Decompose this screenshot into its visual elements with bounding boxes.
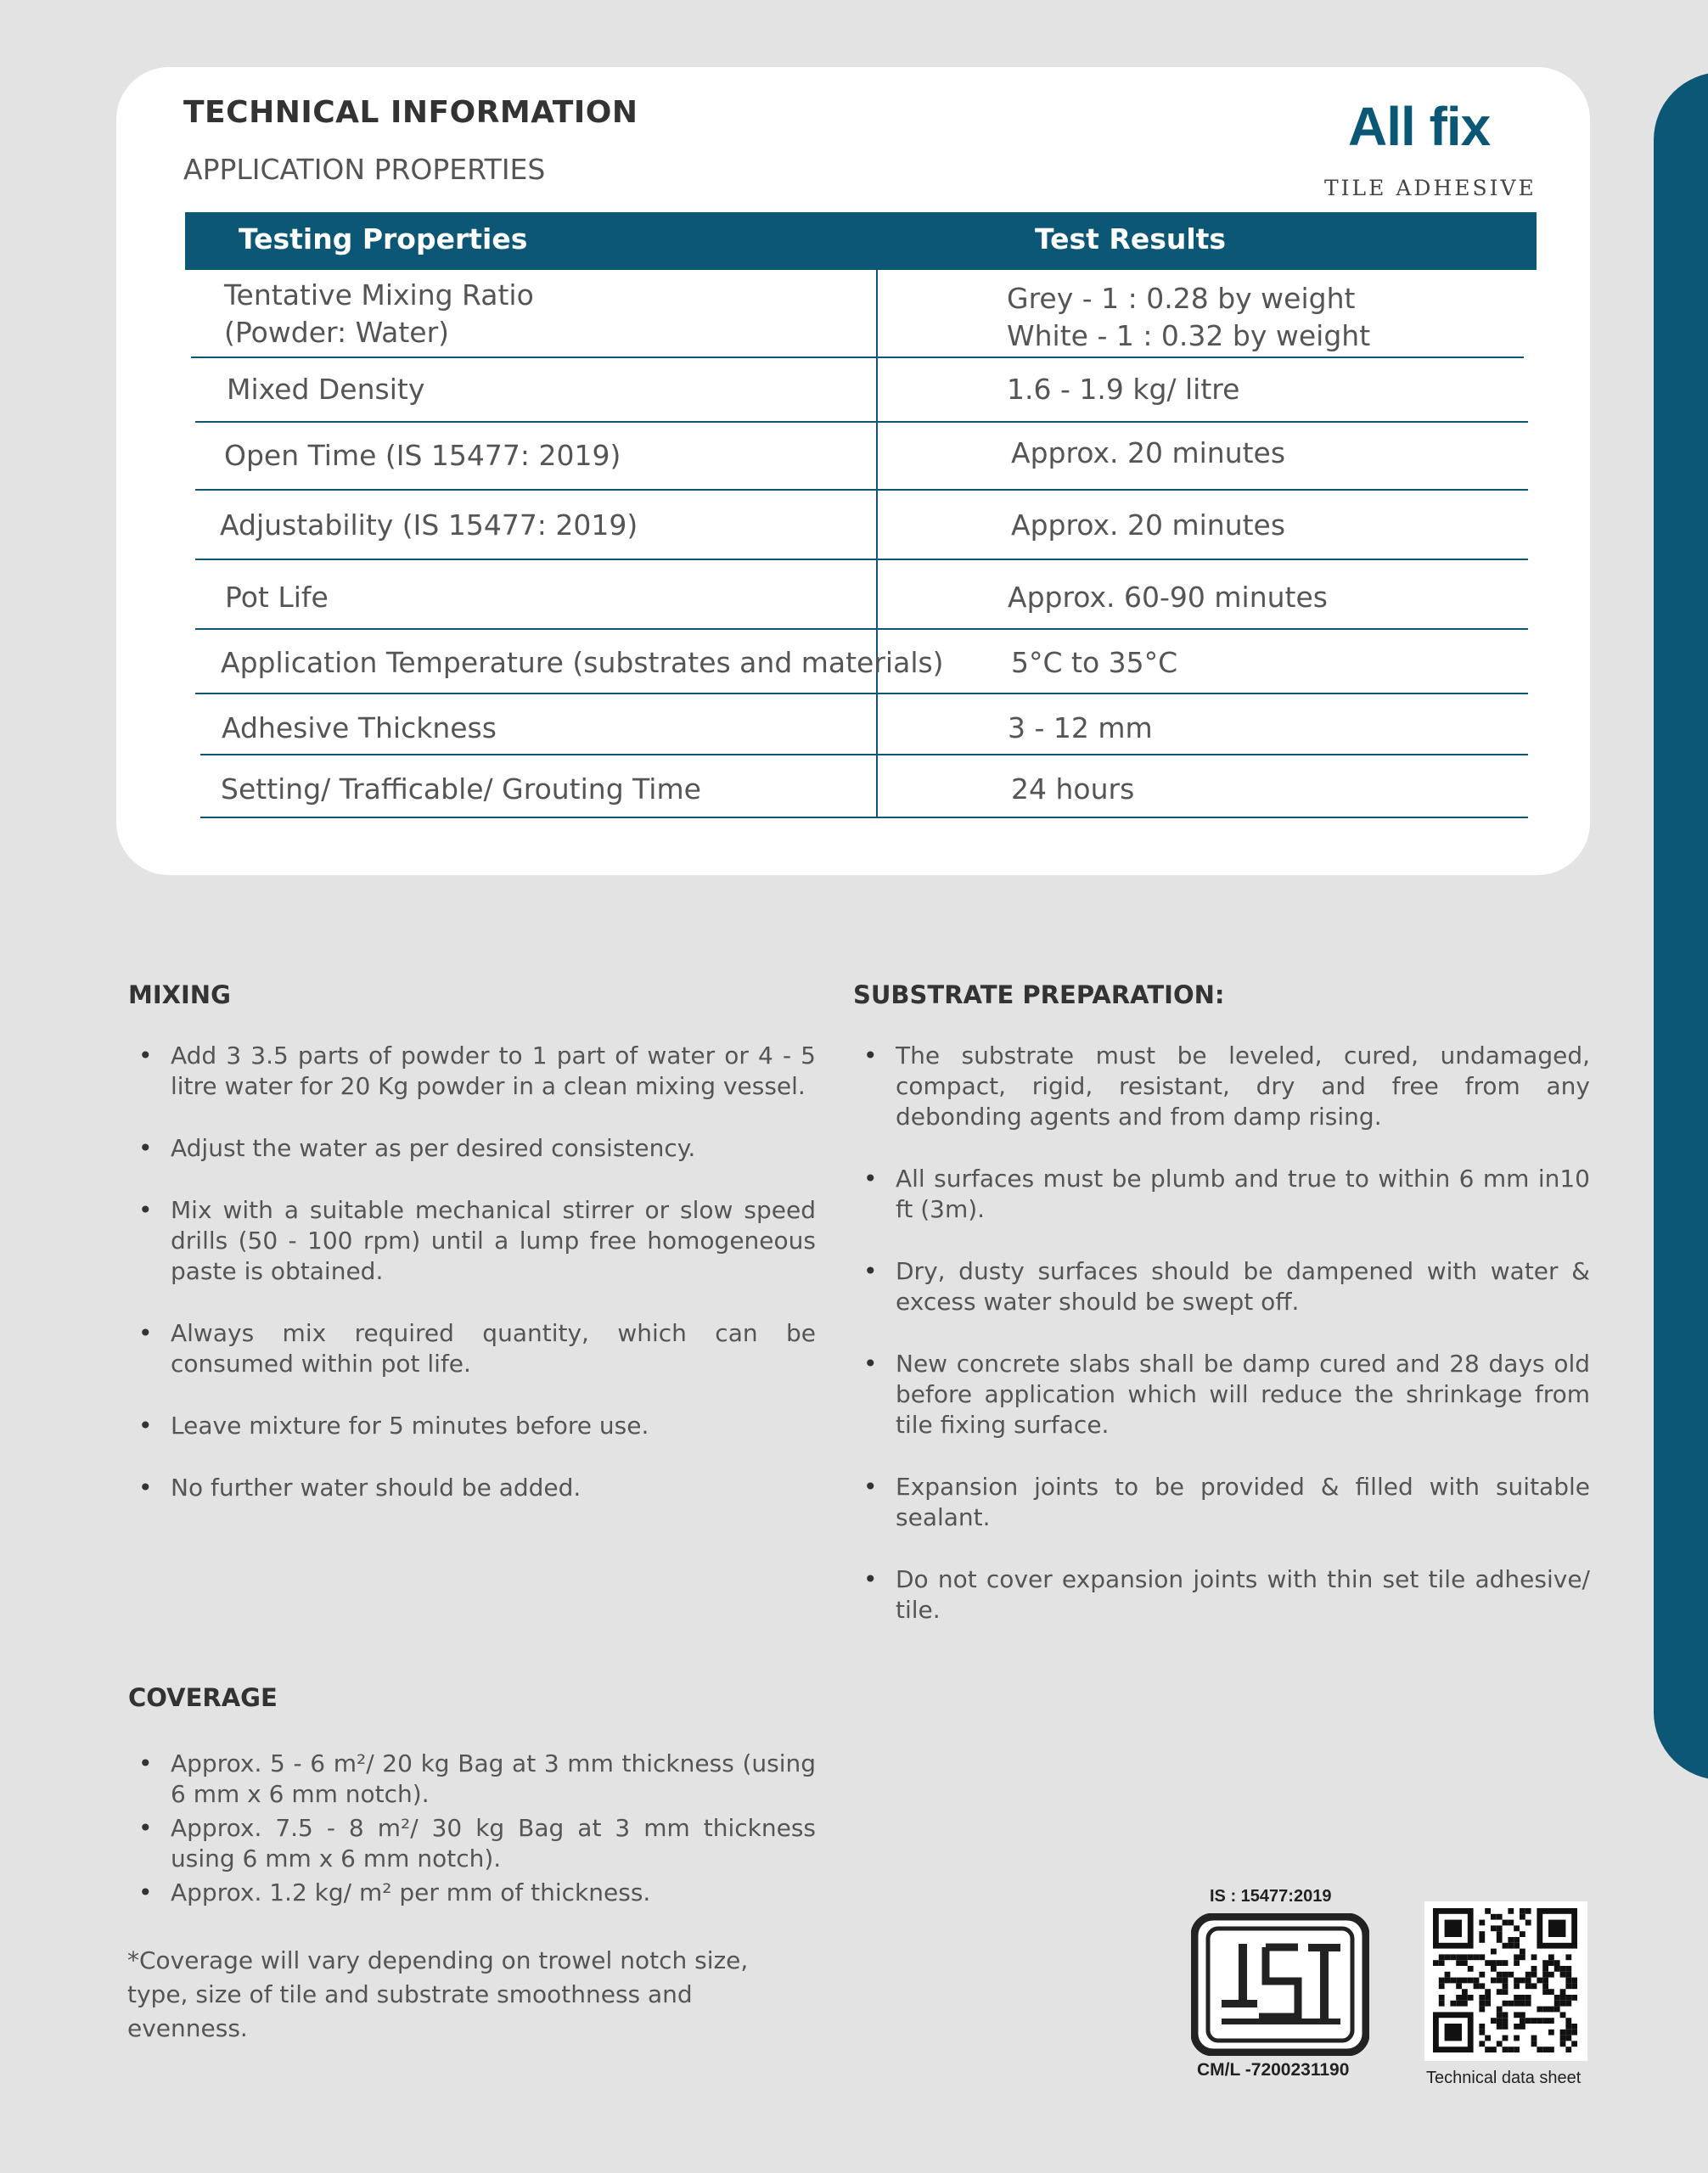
table-row-divider (195, 559, 1528, 560)
table-cell-result: Approx. 20 minutes (1011, 508, 1286, 542)
substrate-list (853, 1041, 1590, 1626)
brand-logo: All fix (1348, 96, 1491, 157)
table-cell-result: 1.6 - 1.9 kg/ litre (1007, 373, 1240, 406)
list-item: • Adjust the water as per desired consistency. (128, 1133, 816, 1164)
table-cell-property (224, 277, 534, 351)
table-cell-result: Approx. 20 minutes (1011, 436, 1286, 469)
table-cell-property: Application Temperature (substrates and materials) (221, 646, 944, 679)
coverage-note: *Coverage will vary depending on trowel notch size, type, size of tile and substrate smoothness and evenness. (127, 1946, 749, 2042)
list-item: • Always mix required quantity, which can be consumed within pot life. (128, 1318, 816, 1379)
list-item: • Do not cover expansion joints with thin set tile adhesive/ tile. (853, 1564, 1590, 1626)
list-item: • Dry, dusty surfaces should be dampened with water & excess water should be swept off. (853, 1256, 1590, 1317)
brand-tagline: TILE ADHESIVE (1324, 176, 1537, 200)
table-cell-result: 3 - 12 mm (1008, 711, 1153, 744)
table-cell-result: 24 hours (1011, 772, 1135, 806)
table-cell-property: Adjustability (IS 15477: 2019) (220, 508, 638, 542)
qr-code-graphic (1424, 1901, 1587, 2061)
list-item: • The substrate must be leveled, cured, undamaged, compact, rigid, resistant, dry and free from any debonding agents and from damp rising. (853, 1041, 1590, 1132)
mixing-heading: MIXING (128, 980, 231, 1009)
list-item: • Approx. 1.2 kg/ m² per mm of thickness. (128, 1878, 816, 1908)
substrate-heading: SUBSTRATE PREPARATION: (853, 980, 1225, 1009)
table-row-divider (200, 817, 1528, 818)
side-accent-band (1654, 72, 1708, 1780)
page-title: TECHNICAL INFORMATION (183, 95, 638, 130)
list-item: • Approx. 7.5 - 8 m²/ 30 kg Bag at 3 mm thickness using 6 mm x 6 mm notch). (128, 1813, 816, 1874)
table-cell-property: Adhesive Thickness (222, 711, 497, 744)
table-cell-result (1007, 280, 1370, 355)
table-row-divider (195, 421, 1528, 423)
result-line: White - 1 : 0.32 by weight (1007, 319, 1371, 352)
column-header-result: Test Results (1035, 222, 1227, 255)
list-item: • New concrete slabs shall be damp cured and 28 days old before application which will reduce the shrinkage from tile fixing surface. (853, 1349, 1590, 1440)
coverage-heading: COVERAGE (128, 1683, 278, 1712)
isi-license-code: CM/L -7200231190 (1197, 2060, 1350, 2080)
table-cell-property: Pot Life (225, 581, 329, 614)
property-line: (Powder: Water) (224, 316, 450, 349)
property-line: Tentative Mixing Ratio (224, 278, 534, 312)
table-row-divider (195, 693, 1528, 694)
isi-mark-icon (1191, 1913, 1369, 2056)
qr-code-icon[interactable] (1424, 1901, 1587, 2061)
coverage-list (128, 1749, 816, 1908)
result-line: Grey - 1 : 0.28 by weight (1007, 282, 1356, 315)
section-subtitle: APPLICATION PROPERTIES (183, 153, 546, 186)
list-item: • Approx. 5 - 6 m²/ 20 kg Bag at 3 mm thickness (using 6 mm x 6 mm notch). (128, 1749, 816, 1810)
list-item: • Mix with a suitable mechanical stirrer or slow speed drills (50 - 100 rpm) until a lump free homogeneous paste is obtained. (128, 1195, 816, 1287)
table-row-divider (195, 489, 1528, 491)
list-item: • No further water should be added. (128, 1473, 816, 1503)
table-row-divider (191, 357, 1524, 358)
qr-code-label: Technical data sheet (1426, 2069, 1582, 2087)
list-item: • Leave mixture for 5 minutes before use. (128, 1411, 816, 1441)
table-cell-property: Mixed Density (227, 373, 425, 406)
table-cell-property: Open Time (IS 15477: 2019) (224, 439, 621, 472)
list-item: • Expansion joints to be provided & filled with suitable sealant. (853, 1472, 1590, 1533)
mixing-list (128, 1041, 816, 1503)
table-cell-result: Approx. 60-90 minutes (1008, 581, 1328, 614)
isi-standard-label: IS : 15477:2019 (1210, 1887, 1332, 1906)
table-row-divider (200, 754, 1528, 755)
table-row-divider (195, 628, 1528, 630)
list-item: • Add 3 3.5 parts of powder to 1 part of water or 4 - 5 litre water for 20 Kg powder in a clean mixing vessel. (128, 1041, 816, 1102)
table-cell-property: Setting/ Trafficable/ Grouting Time (221, 772, 701, 806)
table-header (185, 212, 1537, 270)
list-item: • All surfaces must be plumb and true to within 6 mm in10 ft (3m). (853, 1164, 1590, 1225)
column-header-property: Testing Properties (239, 222, 528, 255)
table-cell-result: 5°C to 35°C (1011, 646, 1178, 679)
table-column-divider (876, 270, 878, 818)
